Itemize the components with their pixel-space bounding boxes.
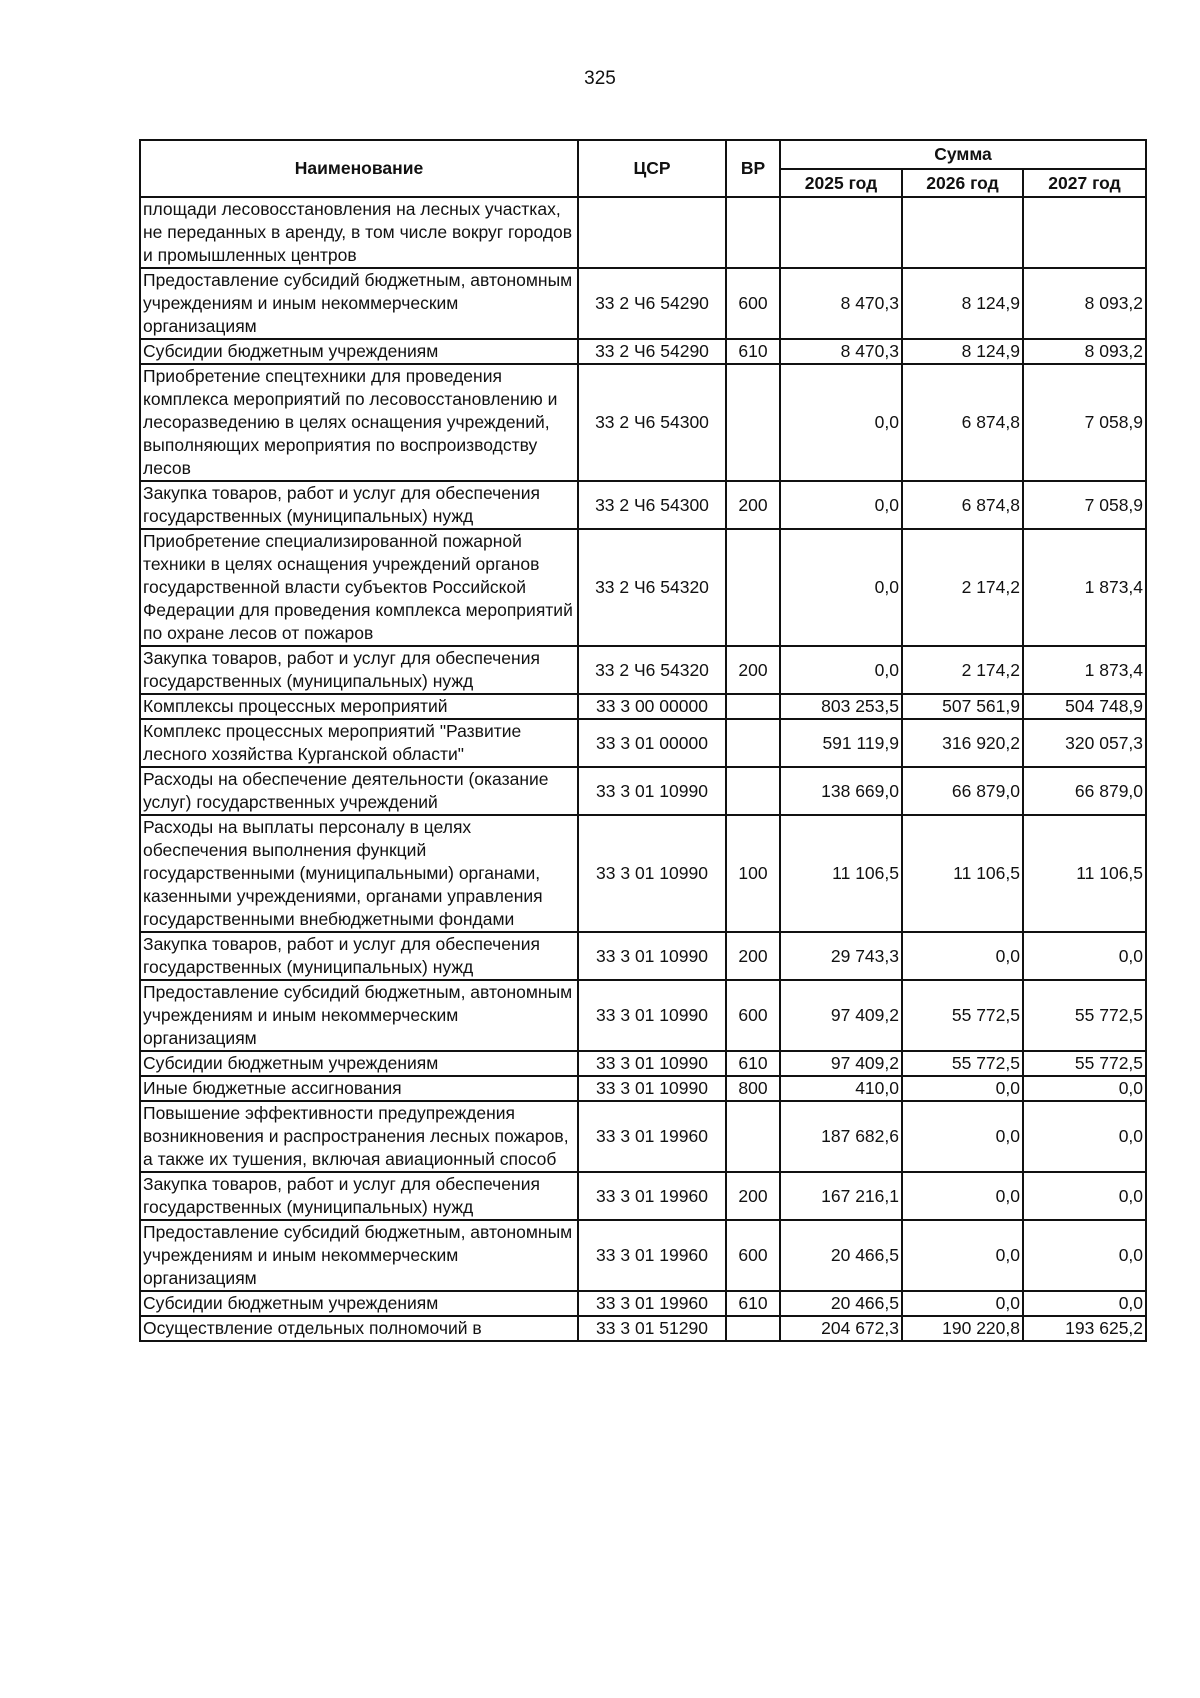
row-name: Предоставление субсидий бюджетным, автономным учреждениям и иным некоммерческим организациям bbox=[140, 980, 578, 1051]
row-name: Закупка товаров, работ и услуг для обеспечения государственных (муниципальных) нужд bbox=[140, 481, 578, 529]
row-amount-2027: 66 879,0 bbox=[1023, 767, 1146, 815]
header-year-2027: 2027 год bbox=[1023, 169, 1146, 197]
header-sum: Сумма bbox=[780, 140, 1146, 169]
table-row bbox=[140, 767, 1146, 815]
row-amount-2025: 0,0 bbox=[780, 481, 902, 529]
row-csr: 33 2 Ч6 54300 bbox=[578, 364, 726, 481]
row-csr: 33 3 01 00000 bbox=[578, 719, 726, 767]
table-row bbox=[140, 1101, 1146, 1172]
row-name: площади лесовосстановления на лесных участках, не переданных в аренду, в том числе вокруг городов и промышленных центров bbox=[140, 197, 578, 268]
table-row bbox=[140, 932, 1146, 980]
row-amount-2025: 410,0 bbox=[780, 1076, 902, 1101]
row-amount-2026: 55 772,5 bbox=[902, 1051, 1023, 1076]
row-name: Закупка товаров, работ и услуг для обеспечения государственных (муниципальных) нужд bbox=[140, 932, 578, 980]
row-amount-2026: 66 879,0 bbox=[902, 767, 1023, 815]
row-amount-2025: 0,0 bbox=[780, 529, 902, 646]
table-row bbox=[140, 339, 1146, 364]
row-csr: 33 3 01 19960 bbox=[578, 1220, 726, 1291]
row-name: Субсидии бюджетным учреждениям bbox=[140, 1051, 578, 1076]
row-vr: 200 bbox=[726, 481, 780, 529]
row-amount-2026: 190 220,8 bbox=[902, 1316, 1023, 1341]
row-amount-2026: 8 124,9 bbox=[902, 268, 1023, 339]
table-row bbox=[140, 1172, 1146, 1220]
row-csr: 33 3 01 19960 bbox=[578, 1172, 726, 1220]
table-row bbox=[140, 364, 1146, 481]
row-vr: 600 bbox=[726, 268, 780, 339]
table-row bbox=[140, 719, 1146, 767]
row-amount-2027: 0,0 bbox=[1023, 932, 1146, 980]
row-amount-2026: 55 772,5 bbox=[902, 980, 1023, 1051]
table-row bbox=[140, 980, 1146, 1051]
table-row bbox=[140, 1291, 1146, 1316]
row-amount-2026: 2 174,2 bbox=[902, 529, 1023, 646]
row-vr: 800 bbox=[726, 1076, 780, 1101]
row-amount-2027: 320 057,3 bbox=[1023, 719, 1146, 767]
row-vr bbox=[726, 529, 780, 646]
row-vr: 200 bbox=[726, 932, 780, 980]
row-vr: 200 bbox=[726, 1172, 780, 1220]
row-csr: 33 3 01 51290 bbox=[578, 1316, 726, 1341]
row-amount-2026: 6 874,8 bbox=[902, 481, 1023, 529]
row-csr: 33 3 01 19960 bbox=[578, 1291, 726, 1316]
row-vr bbox=[726, 197, 780, 268]
row-csr: 33 3 01 10990 bbox=[578, 1051, 726, 1076]
row-name: Комплекс процессных мероприятий "Развитие лесного хозяйства Курганской области" bbox=[140, 719, 578, 767]
row-amount-2026: 0,0 bbox=[902, 932, 1023, 980]
row-csr: 33 2 Ч6 54320 bbox=[578, 529, 726, 646]
row-amount-2026: 11 106,5 bbox=[902, 815, 1023, 932]
row-amount-2025: 803 253,5 bbox=[780, 694, 902, 719]
row-amount-2025: 8 470,3 bbox=[780, 339, 902, 364]
row-csr: 33 2 Ч6 54290 bbox=[578, 339, 726, 364]
row-amount-2025: 97 409,2 bbox=[780, 1051, 902, 1076]
table-row bbox=[140, 646, 1146, 694]
row-vr: 200 bbox=[726, 646, 780, 694]
row-amount-2025: 11 106,5 bbox=[780, 815, 902, 932]
row-csr: 33 3 01 10990 bbox=[578, 980, 726, 1051]
row-amount-2027: 7 058,9 bbox=[1023, 481, 1146, 529]
row-name: Расходы на обеспечение деятельности (оказание услуг) государственных учреждений bbox=[140, 767, 578, 815]
header-name: Наименование bbox=[140, 140, 578, 197]
row-vr bbox=[726, 1101, 780, 1172]
table-row bbox=[140, 1076, 1146, 1101]
page-number: 325 bbox=[584, 68, 616, 89]
row-amount-2026: 0,0 bbox=[902, 1101, 1023, 1172]
row-amount-2027 bbox=[1023, 197, 1146, 268]
row-name: Комплексы процессных мероприятий bbox=[140, 694, 578, 719]
row-name: Закупка товаров, работ и услуг для обеспечения государственных (муниципальных) нужд bbox=[140, 1172, 578, 1220]
row-amount-2026: 8 124,9 bbox=[902, 339, 1023, 364]
row-amount-2027: 1 873,4 bbox=[1023, 529, 1146, 646]
row-amount-2025: 0,0 bbox=[780, 646, 902, 694]
row-csr: 33 3 00 00000 bbox=[578, 694, 726, 719]
row-amount-2027: 55 772,5 bbox=[1023, 980, 1146, 1051]
table-row bbox=[140, 815, 1146, 932]
row-amount-2025: 591 119,9 bbox=[780, 719, 902, 767]
row-amount-2027: 193 625,2 bbox=[1023, 1316, 1146, 1341]
row-name: Приобретение специализированной пожарной техники в целях оснащения учреждений органов государственной власти субъектов Российской Федерации для проведения комплекса мероприятий по охране лесов от пожаров bbox=[140, 529, 578, 646]
table-row bbox=[140, 1316, 1146, 1341]
row-amount-2027: 0,0 bbox=[1023, 1220, 1146, 1291]
row-name: Приобретение спецтехники для проведения комплекса мероприятий по лесовосстановлению и лесоразведению в целях оснащения учреждений, выполняющих мероприятия по воспроизводству лесов bbox=[140, 364, 578, 481]
row-amount-2025: 97 409,2 bbox=[780, 980, 902, 1051]
row-vr: 600 bbox=[726, 980, 780, 1051]
row-csr: 33 3 01 19960 bbox=[578, 1101, 726, 1172]
row-amount-2027: 0,0 bbox=[1023, 1291, 1146, 1316]
row-csr: 33 3 01 10990 bbox=[578, 815, 726, 932]
header-year-2025: 2025 год bbox=[780, 169, 902, 197]
header-year-2026: 2026 год bbox=[902, 169, 1023, 197]
row-amount-2026: 0,0 bbox=[902, 1291, 1023, 1316]
row-amount-2026: 316 920,2 bbox=[902, 719, 1023, 767]
row-amount-2026: 2 174,2 bbox=[902, 646, 1023, 694]
row-vr: 610 bbox=[726, 1051, 780, 1076]
row-amount-2025: 204 672,3 bbox=[780, 1316, 902, 1341]
row-amount-2025 bbox=[780, 197, 902, 268]
row-csr: 33 2 Ч6 54290 bbox=[578, 268, 726, 339]
row-amount-2027: 55 772,5 bbox=[1023, 1051, 1146, 1076]
row-amount-2027: 504 748,9 bbox=[1023, 694, 1146, 719]
row-name: Субсидии бюджетным учреждениям bbox=[140, 1291, 578, 1316]
row-name: Предоставление субсидий бюджетным, автономным учреждениям и иным некоммерческим организациям bbox=[140, 1220, 578, 1291]
row-amount-2026: 0,0 bbox=[902, 1220, 1023, 1291]
row-amount-2026: 6 874,8 bbox=[902, 364, 1023, 481]
row-name: Расходы на выплаты персоналу в целях обеспечения выполнения функций государственными (муниципальными) органами, казенными учреждениями, органами управления государственными внебюджетными фондами bbox=[140, 815, 578, 932]
row-vr bbox=[726, 1316, 780, 1341]
row-csr: 33 2 Ч6 54320 bbox=[578, 646, 726, 694]
row-csr: 33 3 01 10990 bbox=[578, 1076, 726, 1101]
row-csr bbox=[578, 197, 726, 268]
row-vr: 610 bbox=[726, 1291, 780, 1316]
row-amount-2027: 8 093,2 bbox=[1023, 268, 1146, 339]
budget-table bbox=[139, 139, 1147, 1342]
row-amount-2025: 8 470,3 bbox=[780, 268, 902, 339]
row-vr: 100 bbox=[726, 815, 780, 932]
row-name: Закупка товаров, работ и услуг для обеспечения государственных (муниципальных) нужд bbox=[140, 646, 578, 694]
row-vr bbox=[726, 719, 780, 767]
row-amount-2027: 7 058,9 bbox=[1023, 364, 1146, 481]
row-vr bbox=[726, 694, 780, 719]
row-name: Субсидии бюджетным учреждениям bbox=[140, 339, 578, 364]
row-name: Иные бюджетные ассигнования bbox=[140, 1076, 578, 1101]
header-csr: ЦСР bbox=[578, 140, 726, 197]
row-vr: 600 bbox=[726, 1220, 780, 1291]
table-body bbox=[140, 197, 1146, 1341]
table-row bbox=[140, 694, 1146, 719]
row-csr: 33 3 01 10990 bbox=[578, 932, 726, 980]
row-amount-2025: 20 466,5 bbox=[780, 1291, 902, 1316]
table-row bbox=[140, 1220, 1146, 1291]
row-amount-2027: 1 873,4 bbox=[1023, 646, 1146, 694]
row-vr bbox=[726, 364, 780, 481]
row-amount-2026 bbox=[902, 197, 1023, 268]
row-amount-2027: 0,0 bbox=[1023, 1101, 1146, 1172]
row-vr bbox=[726, 767, 780, 815]
table-row bbox=[140, 197, 1146, 268]
row-amount-2026: 0,0 bbox=[902, 1172, 1023, 1220]
row-amount-2027: 8 093,2 bbox=[1023, 339, 1146, 364]
row-csr: 33 3 01 10990 bbox=[578, 767, 726, 815]
row-amount-2025: 187 682,6 bbox=[780, 1101, 902, 1172]
table-row bbox=[140, 268, 1146, 339]
table-row bbox=[140, 529, 1146, 646]
row-amount-2026: 0,0 bbox=[902, 1076, 1023, 1101]
row-amount-2027: 11 106,5 bbox=[1023, 815, 1146, 932]
row-csr: 33 2 Ч6 54300 bbox=[578, 481, 726, 529]
row-name: Предоставление субсидий бюджетным, автономным учреждениям и иным некоммерческим организациям bbox=[140, 268, 578, 339]
row-amount-2025: 167 216,1 bbox=[780, 1172, 902, 1220]
header-vr: ВР bbox=[726, 140, 780, 197]
row-amount-2027: 0,0 bbox=[1023, 1172, 1146, 1220]
row-vr: 610 bbox=[726, 339, 780, 364]
row-amount-2025: 29 743,3 bbox=[780, 932, 902, 980]
table-row bbox=[140, 481, 1146, 529]
row-amount-2026: 507 561,9 bbox=[902, 694, 1023, 719]
row-name: Повышение эффективности предупреждения возникновения и распространения лесных пожаров, а также их тушения, включая авиационный способ bbox=[140, 1101, 578, 1172]
row-amount-2025: 0,0 bbox=[780, 364, 902, 481]
row-amount-2025: 20 466,5 bbox=[780, 1220, 902, 1291]
row-amount-2027: 0,0 bbox=[1023, 1076, 1146, 1101]
row-amount-2025: 138 669,0 bbox=[780, 767, 902, 815]
row-name: Осуществление отдельных полномочий в bbox=[140, 1316, 578, 1341]
table-row bbox=[140, 1051, 1146, 1076]
